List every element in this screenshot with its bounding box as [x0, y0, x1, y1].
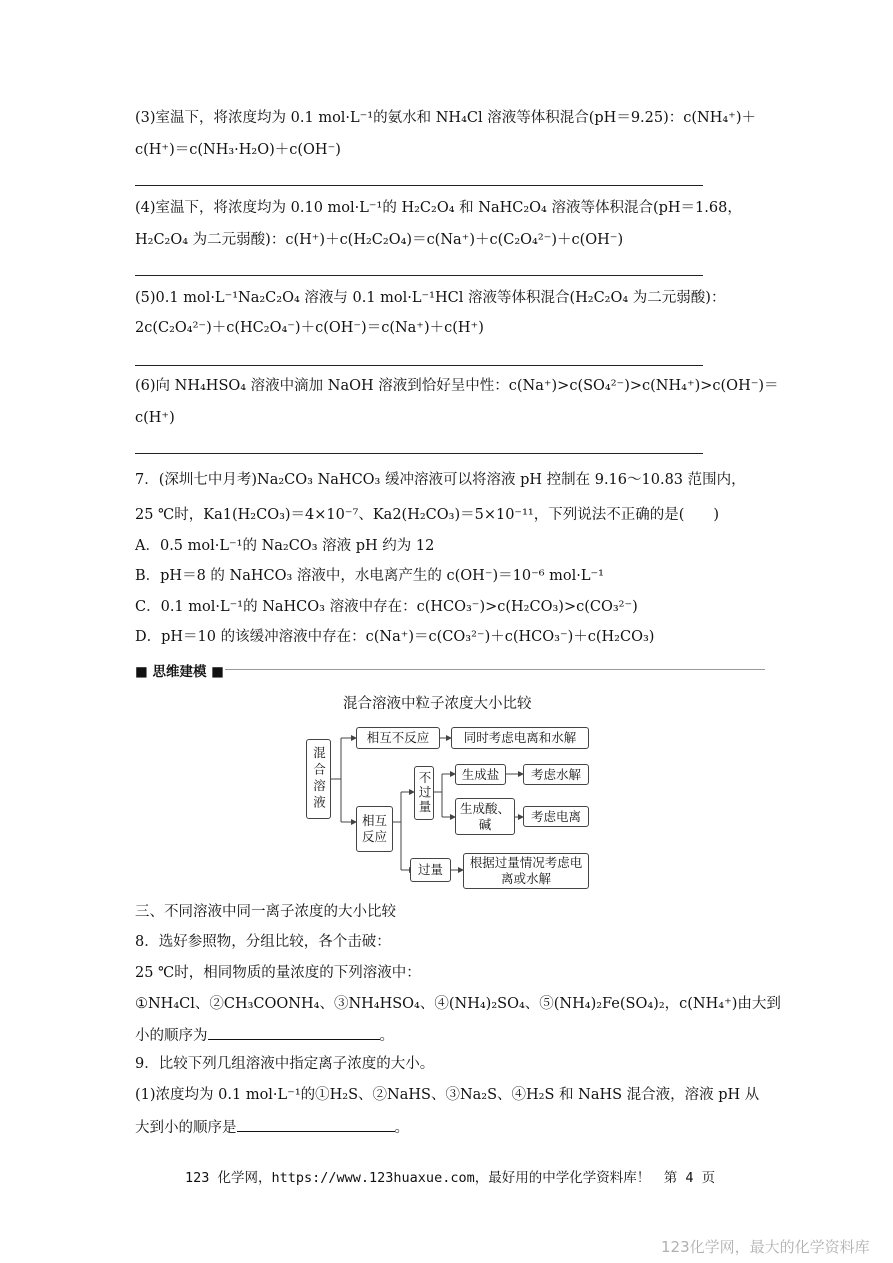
- q4-text-line2: H₂C₂O₄ 为二元弱酸)：c(H⁺)＋c(H₂C₂O₄)＝c(Na⁺)＋c(C₂O₄²⁻)＋c(OH⁻): [135, 232, 624, 248]
- q9-suffix: 。: [394, 1120, 409, 1136]
- q7-text-line2: 25 ℃时，Ka1(H₂CO₃)＝4×10⁻⁷、Ka2(H₂CO₃)＝5×10⁻¹¹，下列说法不正确的是( ): [135, 507, 720, 523]
- q9-answer-blank[interactable]: [237, 1116, 395, 1132]
- node-by-excess: 根据过量情况考虑电离或水解: [463, 853, 589, 889]
- diagram-title: 混合溶液中粒子浓度大小比较: [343, 696, 532, 712]
- node-excess: 过量: [410, 858, 451, 882]
- q7-option-b: B．pH＝8 的 NaHCO₃ 溶液中，水电离产生的 c(OH⁻)＝10⁻⁶ mol·L⁻¹: [135, 568, 604, 584]
- q7-text-line1: 7．(深圳七中月考)Na₂CO₃ NaHCO₃ 缓冲溶液可以将溶液 pH 控制在 9.16～10.83 范围内，: [135, 472, 746, 488]
- q8-text-line3: ①NH₄Cl、②CH₃COONH₄、③NH₄HSO₄、④(NH₄)₂SO₄、⑤(NH₄)₂Fe(SO₄)₂，c(NH₄⁺)由大到: [135, 996, 781, 1012]
- q7-option-c: C．0.1 mol·L⁻¹的 NaHCO₃ 溶液中存在：c(HCO₃⁻)>c(H₂CO₃)>c(CO₃²⁻): [135, 599, 638, 615]
- q5-text-line2: 2c(C₂O₄²⁻)＋c(HC₂O₄⁻)＋c(OH⁻)＝c(Na⁺)＋c(H⁺): [135, 320, 484, 336]
- q3-text-line1: (3)室温下，将浓度均为 0.1 mol·L⁻¹的氨水和 NH₄Cl 溶液等体积混合(pH＝9.25)：c(NH₄⁺)＋: [135, 110, 756, 126]
- q3-text-line2: c(H⁺)＝c(NH₃·H₂O)＋c(OH⁻): [135, 142, 341, 158]
- node-not-excess: 不过量: [414, 766, 434, 820]
- q8-answer-blank[interactable]: [208, 1024, 380, 1040]
- node-generate-acid-base: 生成酸、碱: [455, 798, 515, 835]
- section-thinking-model: ■ 思维建模 ■: [135, 664, 224, 680]
- q4-text-line1: (4)室温下，将浓度均为 0.10 mol·L⁻¹的 H₂C₂O₄ 和 NaHC₂O₄ 溶液等体积混合(pH＝1.68，: [135, 200, 742, 216]
- q8-text-line4: [135, 1024, 394, 1046]
- q6-text-line2: c(H⁺): [135, 410, 175, 426]
- q8-text-line2: 25 ℃时，相同物质的量浓度的下列溶液中：: [135, 965, 421, 981]
- q9-prefix: 大到小的顺序是: [135, 1120, 237, 1136]
- q8-suffix: 。: [379, 1028, 394, 1044]
- part3-heading: 三、不同溶液中同一离子浓度的大小比较: [135, 904, 396, 920]
- q9-text-line1: 9．比较下列几组溶液中指定离子浓度的大小。: [135, 1056, 435, 1072]
- node-react: 相互反应: [356, 806, 393, 852]
- q5-text-line1: (5)0.1 mol·L⁻¹Na₂C₂O₄ 溶液与 0.1 mol·L⁻¹HCl 溶液等体积混合(H₂C₂O₄ 为二元弱酸)：: [135, 290, 726, 306]
- q8-prefix: 小的顺序为: [135, 1028, 208, 1044]
- node-no-reaction: 相互不反应: [356, 727, 440, 749]
- node-consider-both: 同时考虑电离和水解: [451, 727, 589, 749]
- q7-option-d: D．pH＝10 的该缓冲溶液中存在：c(Na⁺)＝c(CO₃²⁻)＋c(HCO₃⁻)＋c(H₂CO₃): [135, 629, 655, 645]
- q9-text-line3: [135, 1116, 409, 1138]
- node-consider-hydrolysis: 考虑水解: [523, 764, 589, 785]
- watermark: 123化学网，最大的化学资料库: [661, 1238, 870, 1256]
- q6-text-line1: (6)向 NH₄HSO₄ 溶液中滴加 NaOH 溶液到恰好呈中性：c(Na⁺)>c(SO₄²⁻)>c(NH₄⁺)>c(OH⁻)＝: [135, 378, 779, 394]
- page-footer: 123 化学网，https://www.123huaxue.com，最好用的中学化学资料库！ 第 4 页: [185, 1170, 716, 1186]
- q8-text-line1: 8．选好参照物，分组比较，各个击破：: [135, 934, 391, 950]
- q7-option-a: A．0.5 mol·L⁻¹的 Na₂CO₃ 溶液 pH 约为 12: [135, 538, 435, 554]
- node-consider-ionization: 考虑电离: [523, 806, 589, 827]
- node-generate-salt: 生成盐: [455, 764, 506, 785]
- q9-text-line2: (1)浓度均为 0.1 mol·L⁻¹的①H₂S、②NaHS、③Na₂S、④H₂S 和 NaHS 混合液，溶液 pH 从: [135, 1087, 760, 1103]
- node-mixed-solution: 混合溶液: [306, 739, 331, 819]
